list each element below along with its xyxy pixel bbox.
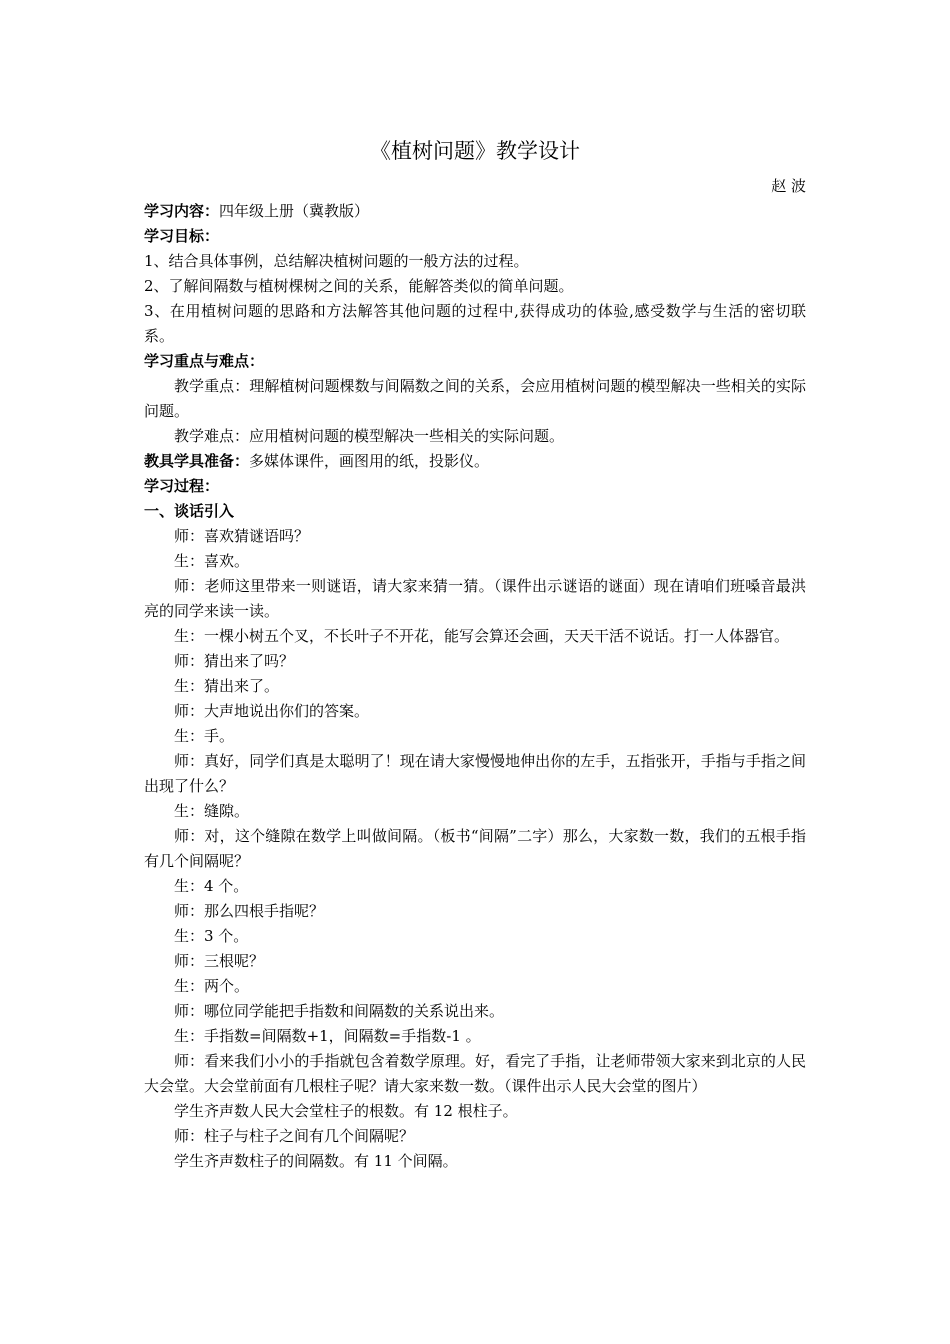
focus-difficulty: 教学难点：应用植树问题的模型解决一些相关的实际问题。	[174, 427, 565, 445]
dialogue-line: 学生齐声数柱子的间隔数。有 11 个间隔。	[174, 1152, 458, 1170]
dialogue-line: 生：手。	[174, 727, 235, 745]
author-name: 赵 波	[771, 177, 806, 195]
dialogue-line: 师：猜出来了吗？	[174, 652, 295, 670]
dialogue-line: 师：柱子与柱子之间有几个间隔呢？	[174, 1127, 415, 1145]
dialogue-line: 生：两个。	[174, 977, 250, 995]
dialogue-line: 师：大声地说出你们的答案。	[174, 702, 370, 720]
dialogue-line: 生：3 个。	[174, 927, 249, 945]
dialogue-line: 生：缝隙。	[174, 802, 250, 820]
dialogue-line: 师：真好，同学们真是太聪明了！现在请大家慢慢地伸出你的左手，五指张开，手指与手指之间出现了什么？	[144, 752, 806, 795]
tools-label: 教具学具准备	[144, 452, 235, 470]
content-colon: ：	[204, 202, 220, 220]
tools-value: 多媒体课件，画图用的纸，投影仪。	[249, 452, 490, 470]
dialogue-line: 生：4 个。	[174, 877, 249, 895]
content-value: 四年级上册（冀教版）	[219, 202, 370, 220]
content-label: 学习内容	[144, 202, 205, 220]
tools-row	[144, 449, 806, 474]
dialogue-line: 师：对，这个缝隙在数学上叫做间隔。（板书“间隔”二字）那么，大家数一数，我们的五根手指有几个间隔呢？	[144, 827, 806, 870]
section-heading-intro: 一、谈话引入	[144, 502, 235, 520]
dialogue-line: 生：手指数=间隔数+1，间隔数=手指数-1 。	[174, 1027, 481, 1045]
dialogue-line: 师：喜欢猜谜语吗？	[174, 527, 310, 545]
dialogue-line: 师：那么四根手指呢？	[174, 902, 325, 920]
focus-heading: 学习重点与难点：	[144, 352, 265, 370]
goal-item-3: 3、在用植树问题的思路和方法解答其他问题的过程中,获得成功的体验,感受数学与生活的密切联系。	[144, 302, 806, 345]
tools-colon: ：	[234, 452, 250, 470]
dialogue-line: 师：三根呢？	[174, 952, 265, 970]
document-title: 《植树问题》教学设计	[370, 139, 580, 163]
dialogue-line: 师：看来我们小小的手指就包含着数学原理。好，看完了手指，让老师带领大家来到北京的人民大会堂。大会堂前面有几根柱子呢？请大家来数一数。（课件出示人民大会堂的图片）	[144, 1052, 806, 1095]
dialogue-line: 生：喜欢。	[174, 552, 250, 570]
dialogue-line: 师：老师这里带来一则谜语，请大家来猜一猜。（课件出示谜语的谜面）现在请咱们班嗓音最洪亮的同学来读一读。	[144, 577, 806, 620]
dialogue-line: 生：猜出来了。	[174, 677, 280, 695]
process-heading: 学习过程：	[144, 477, 220, 495]
dialogue-line: 生：一棵小树五个叉，不长叶子不开花，能写会算还会画，天天干活不说话。打一人体器官。	[174, 627, 790, 645]
dialogue-line: 学生齐声数人民大会堂柱子的根数。有 12 根柱子。	[174, 1102, 518, 1120]
dialogue-line: 师：哪位同学能把手指数和间隔数的关系说出来。	[174, 1002, 505, 1020]
focus-key-point: 教学重点：理解植树问题棵数与间隔数之间的关系，会应用植树问题的模型解决一些相关的实际问题。	[144, 377, 806, 420]
content-row	[144, 199, 806, 224]
goal-item-2: 2、了解间隔数与植树棵树之间的关系，能解答类似的简单问题。	[144, 277, 574, 295]
goal-item-1: 1、结合具体事例，总结解决植树问题的一般方法的过程。	[144, 252, 529, 270]
dialogue-list	[144, 524, 806, 1174]
goals-heading: 学习目标：	[144, 227, 220, 245]
